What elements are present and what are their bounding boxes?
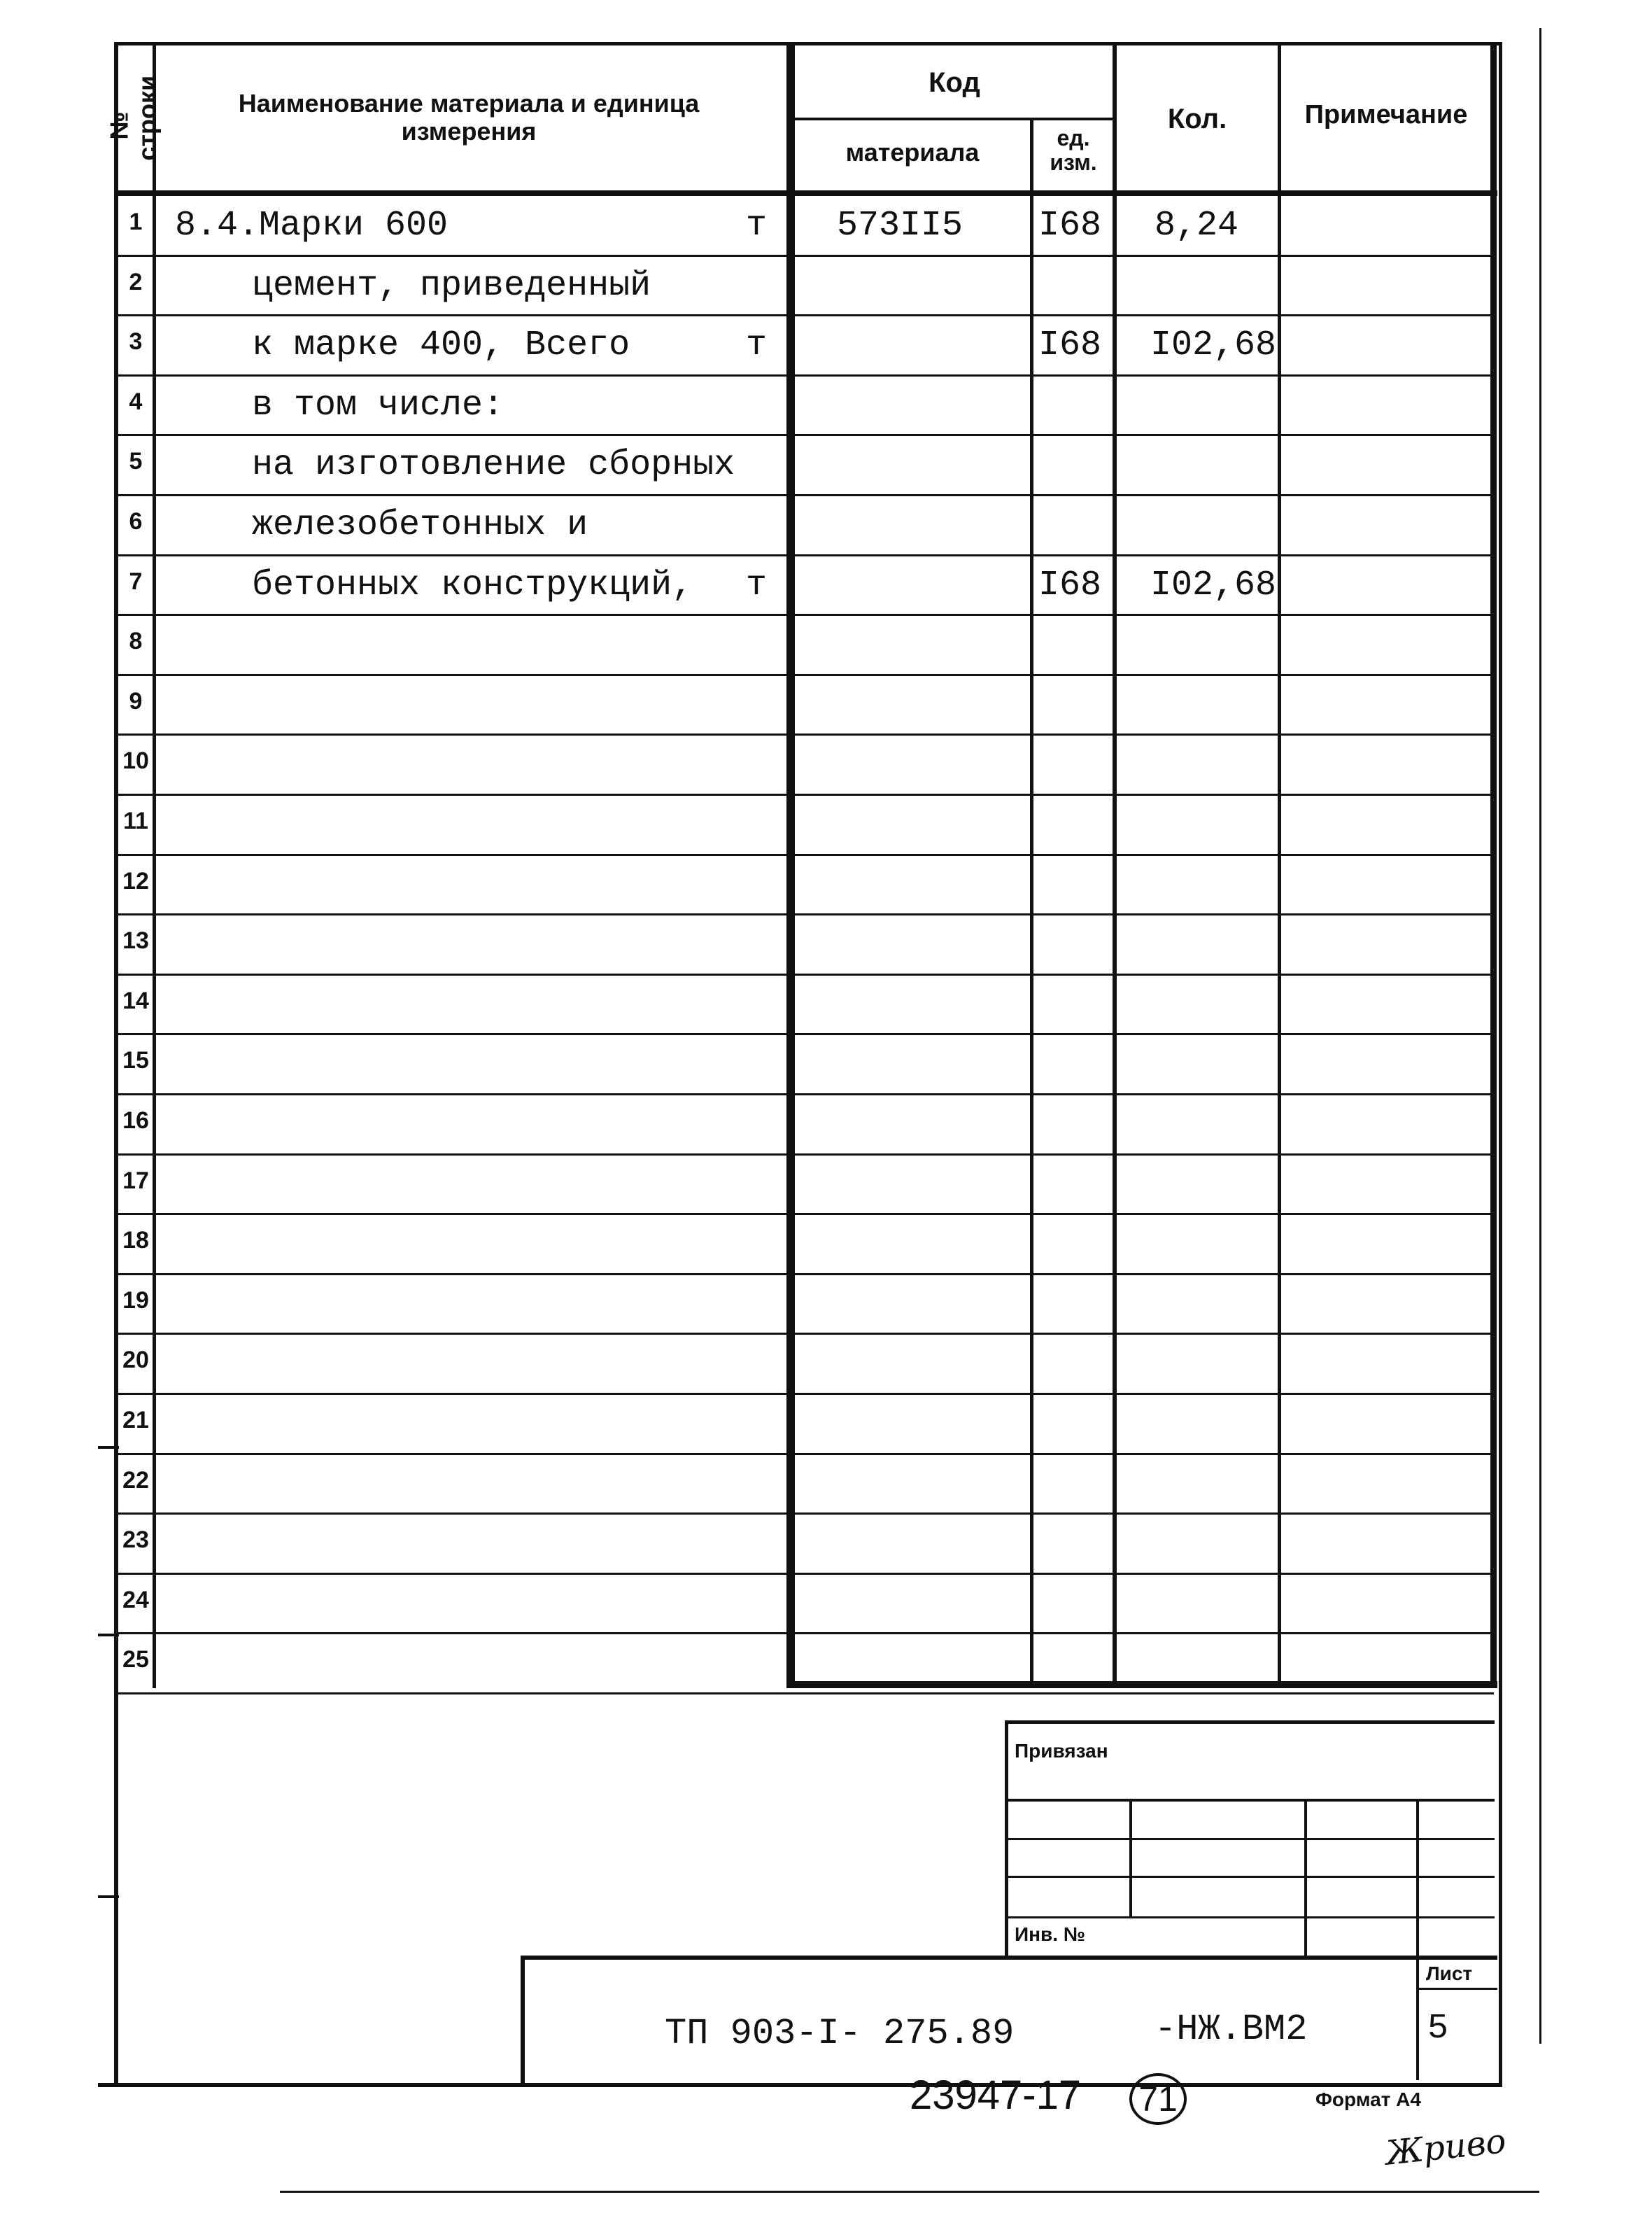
col-right-border bbox=[1490, 43, 1497, 1688]
margin-tick-2 bbox=[98, 1634, 119, 1636]
stamp-line-4 bbox=[1005, 1916, 1495, 1918]
table-row-line bbox=[115, 614, 1494, 616]
table-row-line bbox=[115, 913, 1494, 915]
table-row-line bbox=[115, 1512, 1494, 1515]
stamp-sheet-label-line bbox=[1416, 1988, 1497, 1990]
row-number: 3 bbox=[129, 328, 143, 355]
header-row-no: № строки bbox=[104, 75, 161, 161]
footer-underline bbox=[280, 2191, 1539, 2193]
stamp-line-2 bbox=[1005, 1838, 1495, 1840]
row-unit-letter: т bbox=[746, 325, 768, 365]
row-number: 18 bbox=[122, 1227, 149, 1254]
row-number: 10 bbox=[122, 747, 149, 774]
row-number: 2 bbox=[129, 269, 143, 295]
stamp-sheet-label: Лист bbox=[1426, 1963, 1473, 1984]
row-material-name: к марке 400, Всего bbox=[252, 325, 630, 365]
table-row-line bbox=[115, 1632, 1494, 1634]
header-bottom-line bbox=[115, 190, 1497, 196]
stamp-inv-no-label: Инв. № bbox=[1015, 1923, 1086, 1945]
row-number: 8 bbox=[129, 628, 143, 654]
stamp-line-3 bbox=[1005, 1876, 1495, 1878]
stamp-doc-suffix: -НЖ.ВМ2 bbox=[1155, 2009, 1308, 2050]
table-row-line bbox=[115, 1692, 1494, 1694]
row-quantity: I02,68 bbox=[1150, 325, 1277, 365]
col-divider-qty bbox=[1113, 43, 1117, 1688]
row-number: 11 bbox=[123, 808, 148, 834]
signature: Жриво bbox=[1383, 2121, 1508, 2173]
header-code-material: материала bbox=[845, 138, 980, 167]
row-material-name: в том числе: bbox=[252, 386, 504, 426]
row-number: 22 bbox=[122, 1467, 149, 1494]
stamp-bottom-line bbox=[521, 1956, 1497, 1960]
stamp-col-1 bbox=[1129, 1800, 1132, 1916]
table-row-line bbox=[115, 794, 1494, 796]
row-number: 15 bbox=[122, 1047, 149, 1074]
frame-bottom-border bbox=[98, 2083, 1502, 2087]
format-label: Формат А4 bbox=[1315, 2089, 1421, 2110]
table-row-line bbox=[115, 1333, 1494, 1335]
table-row-line bbox=[115, 1153, 1494, 1156]
row-number: 16 bbox=[122, 1107, 149, 1134]
row-number: 12 bbox=[122, 868, 149, 894]
row-number: 20 bbox=[122, 1347, 149, 1373]
table-row-line bbox=[115, 1573, 1494, 1575]
row-quantity: I02,68 bbox=[1150, 566, 1277, 605]
header-material-name: Наименование материала и единица измерения bbox=[238, 89, 700, 146]
col-divider-note bbox=[1278, 43, 1281, 1688]
stamp-sheet-number: 5 bbox=[1427, 2009, 1449, 2049]
row-material-code: 573II5 bbox=[837, 206, 963, 246]
table-row-line bbox=[115, 974, 1494, 976]
table-bottom-line bbox=[786, 1681, 1497, 1688]
row-number: 25 bbox=[122, 1646, 149, 1673]
row-number: 19 bbox=[122, 1287, 149, 1314]
row-unit-letter: т bbox=[746, 566, 768, 605]
row-number: 13 bbox=[122, 927, 149, 954]
row-number: 14 bbox=[122, 988, 149, 1014]
archive-number: 23947-17 bbox=[910, 2072, 1082, 2118]
circled-number-text: 71 bbox=[1138, 2079, 1178, 2119]
stamp-privyazan-label: Привязан bbox=[1015, 1740, 1108, 1762]
header-code-unit: ед. изм. bbox=[1050, 125, 1097, 176]
frame-right-shadow bbox=[1539, 28, 1541, 2044]
row-material-name: бетонных конструкций, bbox=[252, 566, 693, 605]
stamp-top-line bbox=[1005, 1720, 1495, 1724]
row-number: 17 bbox=[122, 1167, 149, 1194]
margin-tick-3 bbox=[98, 1895, 119, 1898]
row-number: 6 bbox=[129, 508, 143, 535]
row-quantity: 8,24 bbox=[1155, 206, 1239, 246]
table-row-line bbox=[115, 1393, 1494, 1395]
row-number: 9 bbox=[129, 688, 143, 715]
row-material-name: железобетонных и bbox=[252, 505, 588, 545]
table-row-line bbox=[115, 734, 1494, 736]
circled-number bbox=[1129, 2073, 1187, 2125]
table-row-line bbox=[115, 854, 1494, 856]
header-code-split-line bbox=[793, 118, 1117, 120]
row-unit-code: I68 bbox=[1038, 566, 1102, 605]
row-number: 5 bbox=[129, 448, 143, 475]
col-divider-code bbox=[786, 43, 795, 1688]
frame-top-border bbox=[114, 42, 1499, 45]
table-row-line bbox=[115, 1453, 1494, 1455]
stamp-col-3 bbox=[1416, 1800, 1419, 2080]
table-row-line bbox=[115, 314, 1494, 316]
row-number: 24 bbox=[122, 1587, 149, 1613]
row-number: 1 bbox=[129, 209, 143, 235]
table-row-line bbox=[115, 494, 1494, 496]
table-row-line bbox=[115, 434, 1494, 436]
header-note: Примечание bbox=[1304, 100, 1468, 129]
row-material-name: цемент, приведенный bbox=[252, 266, 651, 306]
row-number: 21 bbox=[122, 1407, 149, 1433]
stamp-line-1 bbox=[1005, 1799, 1495, 1802]
table-row-line bbox=[115, 1273, 1494, 1275]
table-row-line bbox=[115, 1093, 1494, 1095]
row-material-name: на изготовление сборных bbox=[252, 445, 735, 485]
table-row-line bbox=[115, 255, 1494, 257]
margin-tick-1 bbox=[98, 1446, 119, 1449]
row-unit-code: I68 bbox=[1038, 325, 1102, 365]
stamp-doc-code: ТП 903-I- 275.89 bbox=[665, 2013, 1015, 2054]
row-unit-letter: т bbox=[746, 206, 768, 246]
frame-right-border bbox=[1499, 42, 1502, 2087]
row-number: 23 bbox=[122, 1526, 149, 1553]
row-material-name: 8.4.Марки 600 bbox=[175, 206, 449, 246]
table-row-line bbox=[115, 1033, 1494, 1035]
row-number: 7 bbox=[129, 568, 143, 595]
row-unit-code: I68 bbox=[1038, 206, 1102, 246]
stamp-doc-left-line bbox=[521, 1956, 525, 2086]
table-row-line bbox=[115, 674, 1494, 676]
table-row-line bbox=[115, 554, 1494, 556]
stamp-col-2 bbox=[1304, 1800, 1307, 1958]
table-row-line bbox=[115, 1213, 1494, 1215]
header-qty: Кол. bbox=[1167, 104, 1227, 134]
col-divider-unit bbox=[1030, 119, 1033, 1687]
header-code: Код bbox=[929, 67, 980, 98]
row-number: 4 bbox=[129, 388, 143, 415]
table-row-line bbox=[115, 374, 1494, 377]
